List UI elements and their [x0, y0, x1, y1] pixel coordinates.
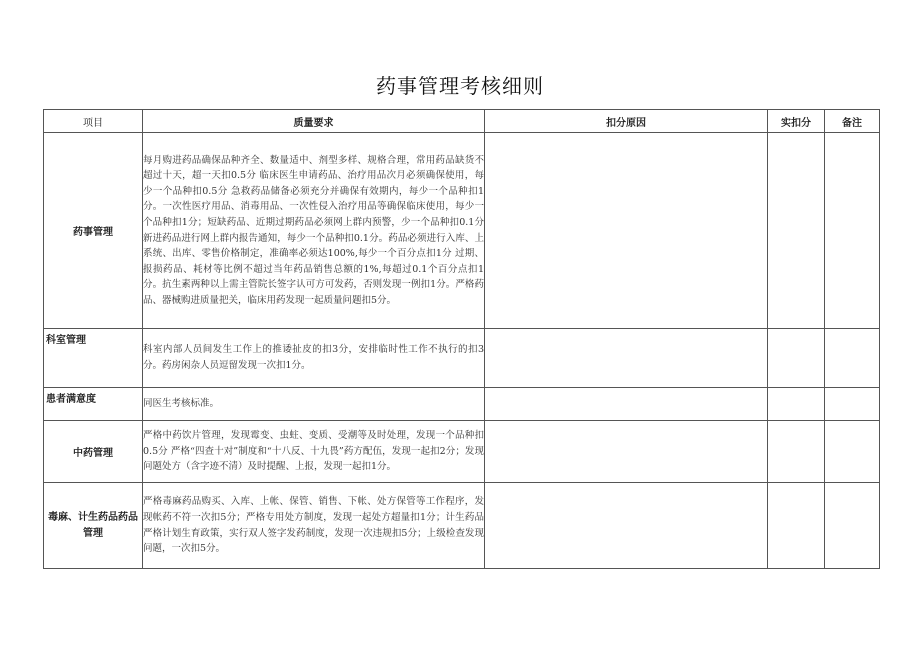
- row-reason-cell[interactable]: [485, 133, 768, 329]
- row-score-cell[interactable]: [768, 483, 825, 569]
- row-reason-cell[interactable]: [485, 329, 768, 388]
- header-score: 实扣分: [768, 110, 825, 133]
- row-requirement: 严格毒麻药品购买、入库、上帐、保管、销售、下帐、处方保管等工作程序，发现帐药不符一次扣5分；严格专用处方制度，发现一起处方超量扣1分；计生药品严格计划生育政策，实行双人签字发药制度，发现一次违规扣5分；上级检查发现问题，一次扣5分。: [143, 483, 485, 569]
- row-item: 科室管理: [44, 329, 143, 388]
- header-item: 项目: [44, 110, 143, 133]
- row-item: 毒麻、计生药品药品管理: [44, 483, 143, 569]
- table-row: [44, 133, 880, 329]
- row-note-cell[interactable]: [825, 329, 880, 388]
- row-requirement: 同医生考核标准。: [143, 388, 485, 421]
- row-item: 患者满意度: [44, 388, 143, 421]
- row-requirement: 每月购进药品确保品种齐全、数量适中、剂型多样、规格合理，常用药品缺货不超过十天，超一天扣0.5分 临床医生申请药品、治疗用品次月必须确保使用，每少一个品种扣0.5分 急救药品储备必须充分并确保有效期内，每少一个品种扣1分。一次性医疗用品、消毒用品、一次性侵入治疗用品等确保临床使用，每少一个品种扣1分；短缺药品、近期过期药品必须网上群内预警，少一个品种扣0.1分 新进药品进行网上群内报告通知，每少一个品种扣0.1分。药品必须进行入库、上系统、出库、零售价格制定，准确率必须达100%,每少一个百分点扣1分 过期、报损药品、耗材等比例不超过当年药品销售总额的1%,每超过0.1个百分点扣1分。抗生素两种以上需主管院长签字认可方可发药，否则发现一例扣1分。严格药品、器械购进质量把关，临床用药发现一起质量问题扣5分。: [143, 133, 485, 329]
- row-reason-cell[interactable]: [485, 388, 768, 421]
- header-note: 备注: [825, 110, 880, 133]
- table-row: [44, 421, 880, 483]
- row-requirement: 严格中药饮片管理，发现霉变、虫蛀、变质、受潮等及时处理，发现一个品种扣0.5分 严格“四查十对”制度和“十八反、十九畏”药方配伍，发现一起扣2分；发现问题处方（含字迹不清）及时提醒、上报，发现一起扣1分。: [143, 421, 485, 483]
- row-note-cell[interactable]: [825, 388, 880, 421]
- row-item: 药事管理: [44, 133, 143, 329]
- row-note-cell[interactable]: [825, 133, 880, 329]
- row-score-cell[interactable]: [768, 133, 825, 329]
- header-quality: 质量要求: [143, 110, 485, 133]
- assessment-table: [43, 109, 880, 569]
- row-note-cell[interactable]: [825, 421, 880, 483]
- header-reason: 扣分原因: [485, 110, 768, 133]
- table-row: [44, 329, 880, 388]
- row-reason-cell[interactable]: [485, 483, 768, 569]
- document-title: 药事管理考核细则: [376, 74, 544, 98]
- table-row: [44, 483, 880, 569]
- table-row: [44, 388, 880, 421]
- header-row: [44, 110, 880, 133]
- row-score-cell[interactable]: [768, 421, 825, 483]
- row-reason-cell[interactable]: [485, 421, 768, 483]
- row-score-cell[interactable]: [768, 329, 825, 388]
- row-note-cell[interactable]: [825, 483, 880, 569]
- row-requirement: 科室内部人员间发生工作上的推诿扯皮的扣3分，安排临时性工作不执行的扣3分。药房闲杂人员逗留发现一次扣1分。: [143, 329, 485, 388]
- row-score-cell[interactable]: [768, 388, 825, 421]
- row-item: 中药管理: [44, 421, 143, 483]
